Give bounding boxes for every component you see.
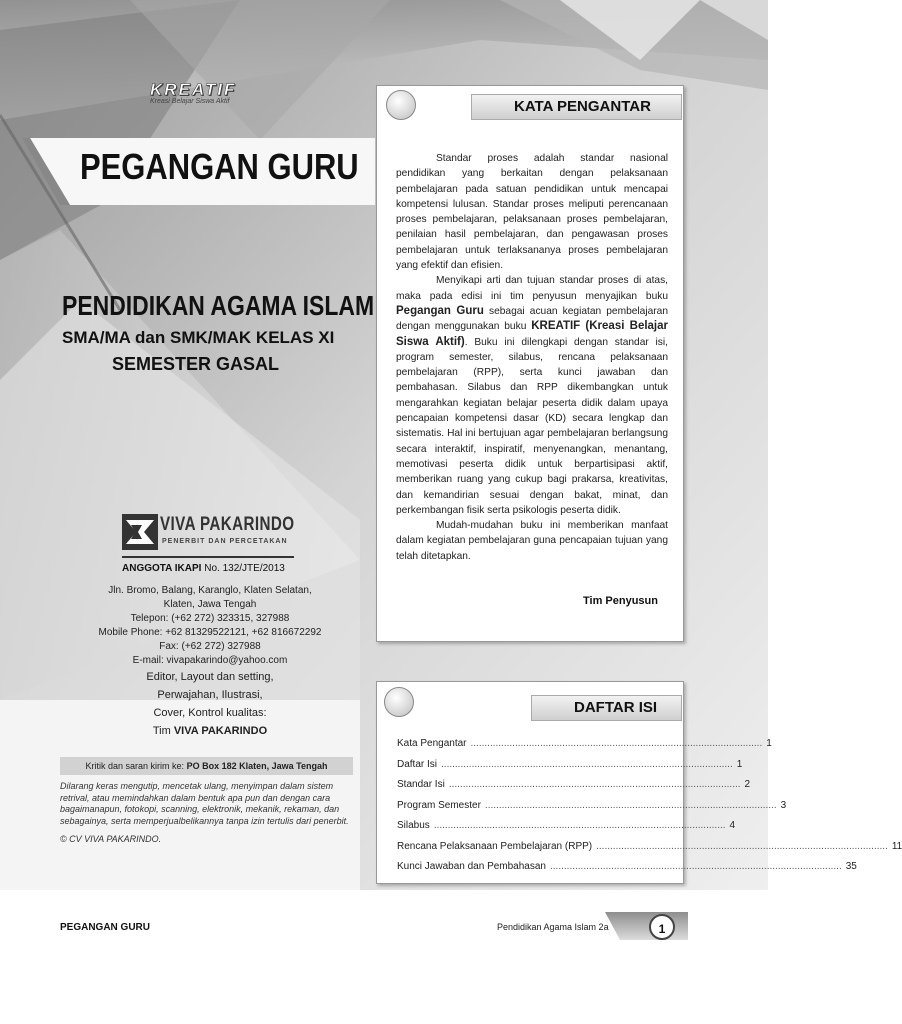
toc-page: 2 (744, 779, 751, 790)
copyright: © CV VIVA PAKARINDO. (60, 834, 162, 844)
toc-item[interactable]: Standar Isi ......................................................................................................... 2 (397, 775, 669, 796)
kata-pengantar-text (396, 151, 668, 564)
toc-page: 11 (891, 840, 902, 852)
text-span: . Buku ini dilengkapi dengan standar isi, program semester, silabus, rencana pelaksanaan pembelajaran (RPP), serta kunci jawaban dan pembahasan. Silabus dan RPP dikembangkan untuk mengarahkan kegiatan belajar peserta didik dalam upaya pencapaian kompetensi dasar (KD) secara lengkap dan sistematis. Hal ini bertujuan agar pembelajaran berlangsung secara interaktif, inspiratif, menyenangkan, menantang, memotivasi peserta didik untuk berpartisipasi aktif, memberikan ruang yang cukup bagi prakarsa, kreativitas, dan kemandirian sesuai dengan bakat, minat, dan perkembangan fisik serta psikologis peserta didik. (396, 336, 668, 516)
toc-page: 35 (845, 861, 857, 872)
credits-team-prefix: Tim (152, 725, 171, 737)
toc-item[interactable]: Daftar Isi ......................................................................................................... 1 (397, 755, 669, 776)
ikapi-line (122, 563, 285, 574)
credits-line: Perwajahan, Ilustrasi, (157, 689, 263, 701)
toc-title: Kata Pengantar (397, 738, 467, 749)
toc-page: 1 (766, 738, 772, 749)
toc-page: 3 (780, 799, 787, 811)
fax-line: Fax: (+62 272) 327988 (159, 641, 261, 652)
address-line: Klaten, Jawa Tengah (163, 599, 257, 610)
toc-title: Program Semester (397, 799, 481, 811)
toc-item[interactable]: Program Semester ......................................................................................................... 3 (397, 796, 669, 817)
toc-item[interactable]: Silabus ......................................................................................................... 4 (397, 816, 669, 837)
cover-class: SMA/MA dan SMK/MAK KELAS XI (62, 328, 335, 347)
toc-page: 1 (736, 758, 743, 770)
toc-title: Daftar Isi (397, 758, 438, 770)
page-number: 1 (649, 914, 675, 940)
daftar-isi-heading: DAFTAR ISI (531, 695, 682, 721)
publisher-name: VIVA PAKARINDO (160, 514, 295, 535)
cover-title: PEGANGAN GURU (80, 146, 359, 187)
text-span: Menyikapi arti dan tujuan standar proses di atas, maka pada edisi ini tim penyusun menyajikan buku (396, 275, 668, 302)
toc-item[interactable]: Rencana Pelaksanaan Pembelajaran (RPP) ......................................................................................................... 11 (397, 837, 669, 858)
mobile-line: Mobile Phone: +62 81329522121, +62 816672292 (98, 627, 322, 638)
publisher-subtitle: PENERBIT DAN PERCETAKAN (162, 538, 288, 545)
publisher-divider (122, 556, 294, 558)
ikapi-number: No. 132/JTE/2013 (204, 563, 285, 574)
publisher-logo-icon (122, 514, 162, 554)
kritik-bar (60, 757, 353, 775)
kreatif-logo (150, 80, 260, 105)
kritik-prefix: Kritik dan saran kirim ke: (85, 761, 185, 771)
address-line: Jln. Bromo, Balang, Karanglo, Klaten Selatan, (108, 585, 312, 596)
circle-ornament-icon (384, 687, 414, 717)
paragraph-2 (396, 273, 668, 518)
kata-pengantar-heading: KATA PENGANTAR (471, 94, 682, 120)
toc-title: Rencana Pelaksanaan Pembelajaran (RPP) (397, 840, 593, 852)
kritik-address: PO Box 182 Klaten, Jawa Tengah (186, 761, 328, 771)
credits (60, 668, 360, 740)
table-of-contents (397, 734, 902, 878)
bold-span: Pegangan Guru (396, 304, 484, 317)
credits-line: Editor, Layout dan setting, (146, 671, 274, 683)
circle-ornament-icon (386, 90, 416, 120)
toc-title: Kunci Jawaban dan Pembahasan (397, 861, 546, 872)
bold-span: KREATIF (Kreasi Belajar Siswa Aktif) (396, 320, 668, 348)
credits-line: Cover, Kontrol kualitas: (153, 707, 267, 719)
credits-team (60, 722, 360, 740)
disclaimer: Dilarang keras mengutip, mencetak ulang, menyimpan dalam sistem retrival, atau memindahkan dalam bentuk apa pun dan dengan cara bagaimanapun, fotokopi, scanning, elektronik, mekanik, rekaman, dan sebagainya, serta memperjualbelikannya tanpa izin tertulis dari penerbit. (60, 781, 349, 826)
ikapi-label: ANGGOTA IKAPI (122, 563, 202, 574)
credits-team-name: VIVA PAKARINDO (173, 725, 268, 737)
logo-wordmark: KREATIF (150, 80, 237, 99)
author: Tim Penyusun (583, 595, 658, 607)
footer-subject: Pendidikan Agama Islam 2a (497, 922, 609, 932)
logo-tagline: Kreasi Belajar Siswa Aktif (150, 98, 230, 105)
toc-item[interactable]: Kata Pengantar ......................................................................................................... 1 (397, 734, 669, 755)
toc-page: 4 (729, 820, 736, 831)
toc-title: Standar Isi (397, 779, 445, 790)
paragraph-1: Standar proses adalah standar nasional pendidikan yang berkaitan dengan pelaksanaan pembelajaran pada satuan pendidikan untuk mencapai kompetensi lulusan. Standar proses meliputi perencanaan proses pembelajaran, pelaksanaan proses pembelajaran, penilaian hasil pembelajaran, dan pengawasan proses pembelajaran untuk terlaksananya proses pembelajaran yang efektif dan efisien. (396, 153, 668, 272)
phone-line: Telepon: (+62 272) 323315, 327988 (130, 613, 290, 624)
toc-item[interactable]: Kunci Jawaban dan Pembahasan ......................................................................................................... 35 (397, 857, 669, 878)
email-line: E-mail: vivapakarindo@yahoo.com (132, 655, 288, 666)
toc-title: Silabus (397, 820, 430, 831)
footer-book-title: PEGANGAN GURU (60, 922, 151, 933)
text-span: sebagai acuan kegiatan pembelajaran dengan menggunakan buku (396, 305, 668, 333)
publisher-address (60, 584, 360, 668)
cover-subject: PENDIDIKAN AGAMA ISLAM (62, 290, 375, 321)
paragraph-3: Mudah-mudahan buku ini memberikan manfaat dalam kegiatan pembelajaran guna pencapaian tujuan yang telah ditetapkan. (396, 520, 668, 562)
cover-semester: SEMESTER GASAL (112, 354, 280, 374)
